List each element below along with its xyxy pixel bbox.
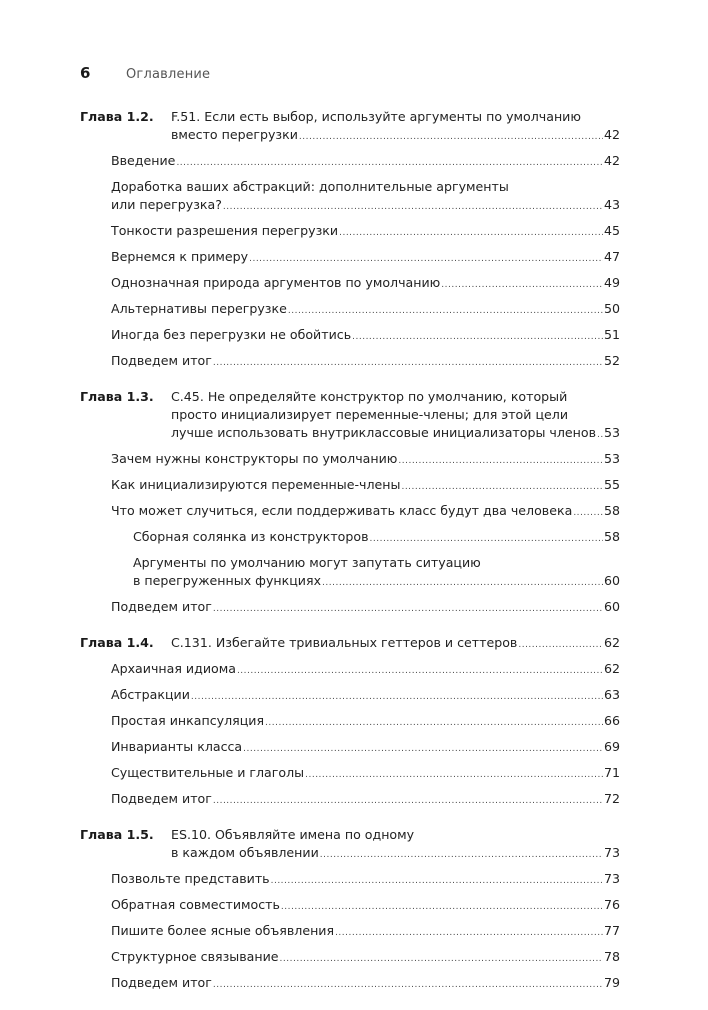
toc-page-number: 69	[603, 739, 620, 754]
toc-page-number: 51	[603, 327, 620, 342]
dot-leader	[597, 426, 603, 444]
toc-entry	[80, 948, 620, 968]
toc-line	[111, 502, 620, 522]
toc-line	[111, 948, 620, 968]
toc-line	[111, 870, 620, 890]
chapter-title	[171, 108, 620, 146]
toc-line	[133, 572, 620, 592]
toc-chapter-group	[80, 634, 620, 810]
toc-entry	[80, 870, 620, 890]
toc-entry-text: Аргументы по умолчанию могут запутать ситуацию	[133, 555, 481, 570]
toc-page-number: 58	[603, 503, 620, 518]
toc-line	[111, 712, 620, 732]
toc-entry	[80, 528, 620, 548]
toc-entry	[80, 152, 620, 172]
toc-entry-text: C.45. Не определяйте конструктор по умолчанию, который	[171, 389, 568, 404]
toc-page-number: 45	[603, 223, 620, 238]
toc-entry	[80, 660, 620, 680]
toc-entry-text: ES.10. Объявляйте имена по одному	[171, 827, 415, 842]
toc-entry	[80, 352, 620, 372]
toc-page-number: 42	[603, 153, 620, 168]
toc-entry-text: Обратная совместимость	[111, 897, 280, 912]
toc-page-number: 42	[603, 127, 620, 142]
toc-entry	[80, 222, 620, 242]
toc-chapter-heading	[80, 388, 620, 444]
toc-entry	[80, 764, 620, 784]
toc-line	[111, 196, 620, 216]
toc-line	[111, 738, 620, 758]
toc-page-number: 62	[603, 635, 620, 650]
page-header	[80, 64, 210, 84]
dot-leader	[281, 898, 603, 916]
toc-line	[171, 844, 620, 864]
toc-entry	[80, 974, 620, 994]
toc-page-number: 47	[603, 249, 620, 264]
toc-entry-text: просто инициализирует переменные-члены; для этой цели	[171, 407, 568, 422]
toc-entry-text: Простая инкапсуляция	[111, 713, 265, 728]
toc-entry-text: Тонкости разрешения перегрузки	[111, 223, 339, 238]
toc-line	[111, 764, 620, 784]
dot-leader	[352, 328, 603, 346]
toc-line	[111, 178, 620, 196]
toc-chapter-group	[80, 108, 620, 372]
dot-leader	[288, 302, 603, 320]
dot-leader	[335, 924, 603, 942]
toc-page-number: 79	[603, 975, 620, 990]
toc-entry-text: Существительные и глаголы	[111, 765, 305, 780]
toc-line	[171, 126, 620, 146]
toc-entry-text: Инварианты класса	[111, 739, 243, 754]
toc-entry-text: Что может случиться, если поддерживать класс будут два человека	[111, 503, 573, 518]
toc-line	[111, 450, 620, 470]
toc-entry-text: Архаичная идиома	[111, 661, 236, 676]
dot-leader	[441, 276, 603, 294]
toc-entry-text: Сборная солянка из конструкторов	[133, 529, 369, 544]
toc-entry-text: Иногда без перегрузки не обойтись	[111, 327, 352, 342]
dot-leader	[398, 452, 603, 470]
toc-entry-text: в перегруженных функциях	[133, 573, 322, 588]
toc-entry-text: F.51. Если есть выбор, используйте аргументы по умолчанию	[171, 109, 581, 124]
dot-leader	[213, 976, 603, 994]
toc-entry	[80, 738, 620, 758]
chapter-title	[171, 634, 620, 654]
dot-leader	[322, 574, 603, 592]
toc-entry-text: Подведем итог	[111, 353, 212, 368]
toc-line	[171, 388, 620, 406]
dot-leader	[265, 714, 603, 732]
toc-entry-text: Подведем итог	[111, 599, 212, 614]
chapter-label: Глава 1.2.	[80, 109, 154, 124]
toc-entry	[80, 896, 620, 916]
toc-page-number: 72	[603, 791, 620, 806]
toc-page-number: 62	[603, 661, 620, 676]
dot-leader	[191, 688, 603, 706]
toc-line	[111, 326, 620, 346]
toc-entry	[80, 686, 620, 706]
dot-leader	[223, 198, 603, 216]
chapter-title	[171, 826, 620, 864]
toc-line	[111, 274, 620, 294]
toc-page-number: 58	[603, 529, 620, 544]
toc-entry-text: Вернемся к примеру	[111, 249, 249, 264]
toc-line	[111, 686, 620, 706]
toc-entry	[80, 450, 620, 470]
toc-page-number: 78	[603, 949, 620, 964]
toc-page-number: 76	[603, 897, 620, 912]
dot-leader	[370, 530, 603, 548]
toc-line	[111, 896, 620, 916]
toc-entry	[80, 476, 620, 496]
dot-leader	[271, 872, 603, 890]
toc-line	[111, 222, 620, 242]
toc-chapter-heading	[80, 108, 620, 146]
toc-page-number: 63	[603, 687, 620, 702]
toc-entry	[80, 274, 620, 294]
toc-entry-text: вместо перегрузки	[171, 127, 298, 142]
toc-line	[171, 826, 620, 844]
toc-entry	[80, 248, 620, 268]
dot-leader	[213, 354, 603, 372]
toc-line	[171, 424, 620, 444]
dot-leader	[243, 740, 603, 758]
toc-line	[111, 598, 620, 618]
toc-line	[111, 660, 620, 680]
dot-leader	[213, 792, 603, 810]
toc-page-number: 73	[603, 871, 620, 886]
toc-entry	[80, 554, 620, 592]
toc-entry-text: Альтернативы перегрузке	[111, 301, 287, 316]
toc-line	[171, 108, 620, 126]
toc-chapter-heading	[80, 826, 620, 864]
dot-leader	[280, 950, 603, 968]
toc-line	[111, 790, 620, 810]
chapter-label: Глава 1.5.	[80, 827, 154, 842]
toc-entry-text: или перегрузка?	[111, 197, 222, 212]
toc-entry-text: Подведем итог	[111, 975, 212, 990]
table-of-contents	[80, 108, 620, 1010]
toc-page-number: 73	[603, 845, 620, 860]
toc-line	[111, 248, 620, 268]
toc-line	[133, 528, 620, 548]
toc-entry-text: Зачем нужны конструкторы по умолчанию	[111, 451, 398, 466]
chapter-label: Глава 1.3.	[80, 389, 154, 404]
toc-page-number: 71	[603, 765, 620, 780]
toc-page-number: 55	[603, 477, 620, 492]
toc-line	[111, 476, 620, 496]
toc-entry	[80, 790, 620, 810]
toc-entry	[80, 326, 620, 346]
dot-leader	[573, 504, 603, 522]
toc-entry-text: Подведем итог	[111, 791, 212, 806]
dot-leader	[176, 154, 603, 172]
toc-page-number: 77	[603, 923, 620, 938]
dot-leader	[213, 600, 603, 618]
toc-page-number: 53	[603, 451, 620, 466]
chapter-title	[171, 388, 620, 444]
toc-line	[133, 554, 620, 572]
toc-page-number: 66	[603, 713, 620, 728]
toc-page-number: 43	[603, 197, 620, 212]
dot-leader	[305, 766, 603, 784]
dot-leader	[518, 636, 603, 654]
toc-chapter-group	[80, 826, 620, 994]
toc-line	[171, 406, 620, 424]
running-title: Оглавление	[126, 67, 211, 82]
toc-entry-text: Пишите более ясные объявления	[111, 923, 335, 938]
dot-leader	[249, 250, 603, 268]
toc-entry	[80, 178, 620, 216]
toc-page-number: 52	[603, 353, 620, 368]
toc-page-number: 60	[603, 599, 620, 614]
toc-entry-text: в каждом объявлении	[171, 845, 319, 860]
dot-leader	[339, 224, 603, 242]
toc-line	[111, 974, 620, 994]
toc-entry-text: Введение	[111, 153, 176, 168]
dot-leader	[401, 478, 603, 496]
toc-entry	[80, 300, 620, 320]
toc-page-number: 49	[603, 275, 620, 290]
toc-entry-text: Однозначная природа аргументов по умолчанию	[111, 275, 441, 290]
toc-entry-text: Как инициализируются переменные-члены	[111, 477, 401, 492]
page-number: 6	[80, 64, 91, 82]
toc-entry-text: Абстракции	[111, 687, 190, 702]
toc-entry-text: лучше использовать внутриклассовые инициализаторы членов	[171, 425, 597, 440]
toc-page-number: 60	[603, 573, 620, 588]
dot-leader	[299, 128, 603, 146]
toc-entry	[80, 598, 620, 618]
toc-line	[111, 152, 620, 172]
toc-page-number: 53	[603, 425, 620, 440]
toc-line	[171, 634, 620, 654]
dot-leader	[320, 846, 603, 864]
toc-entry-text: C.131. Избегайте тривиальных геттеров и сеттеров	[171, 635, 518, 650]
toc-entry-text: Доработка ваших абстракций: дополнительные аргументы	[111, 179, 509, 194]
toc-page-number: 50	[603, 301, 620, 316]
toc-entry	[80, 712, 620, 732]
toc-entry	[80, 502, 620, 522]
toc-line	[111, 352, 620, 372]
toc-entry-text: Структурное связывание	[111, 949, 279, 964]
chapter-label: Глава 1.4.	[80, 635, 154, 650]
toc-entry-text: Позвольте представить	[111, 871, 270, 886]
toc-line	[111, 300, 620, 320]
toc-chapter-group	[80, 388, 620, 618]
toc-line	[111, 922, 620, 942]
dot-leader	[237, 662, 603, 680]
toc-chapter-heading	[80, 634, 620, 654]
toc-entry	[80, 922, 620, 942]
